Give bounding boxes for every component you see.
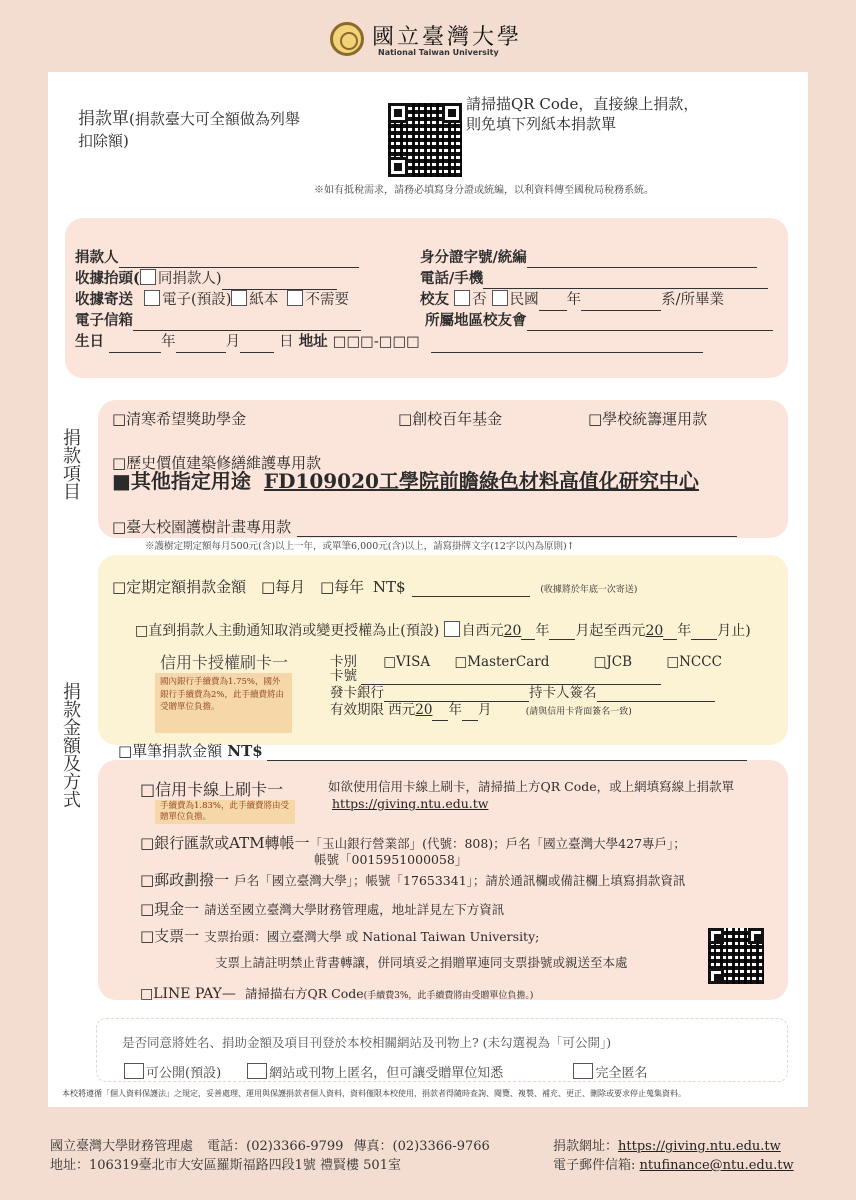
birth-day-label: 日 — [279, 334, 294, 350]
item-heritage[interactable]: □歷史價值建築修繕維護專用款 — [112, 454, 322, 472]
period-range-checkbox[interactable] — [444, 621, 460, 637]
tree-note: ※護樹定期定額每月500元(含)以上一年，或單筆6,000元(含)以上，請寫掛牌文字(12字以內為原則)↑ — [145, 541, 575, 552]
send-none-checkbox[interactable] — [287, 290, 303, 306]
send-electronic-label: 電子(預設) — [162, 292, 232, 308]
footer-email-link[interactable]: ntufinance@ntu.edu.tw — [639, 1158, 794, 1173]
recurring-ntd-label: NT$ — [372, 578, 406, 596]
expiry-year-field[interactable] — [432, 720, 448, 721]
receipt-title-label: 收據抬頭( — [75, 270, 140, 287]
send-electronic-checkbox[interactable] — [144, 290, 160, 306]
issuing-bank-label: 發卡銀行 — [330, 685, 384, 701]
footer-phone: 電話：(02)3366-9799 — [207, 1139, 344, 1154]
single-amount-field[interactable] — [267, 760, 747, 761]
linepay-fee: (手續費3%，此手續費將由受贈單位負擔。) — [363, 991, 534, 1001]
check-desc-2: 支票上請註明禁止背書轉讓，併同填妥之捐贈單連同支票掛號或親送至本處 — [215, 955, 628, 970]
tax-note: ※如有抵稅需求，請務必填寫身分證或統編，以利資料傳至國稅局稅務系統。 — [314, 185, 654, 196]
online-cc-desc-text: 如欲使用信用卡線上刷卡，請掃描上方QR Code，或上網填寫線上捐款單 — [328, 779, 735, 794]
receipt-same-label: 同捐款人) — [157, 271, 222, 287]
cardholder-sign-label: 持卡人簽名 — [529, 685, 597, 701]
consent-anon-web-checkbox[interactable] — [247, 1063, 267, 1079]
cash-desc: 請送至國立臺灣大學財務管理處，地址詳見左下方資訊 — [204, 902, 505, 917]
designated-checked-mark: ■ — [112, 469, 131, 493]
online-cc-fee: 手續費為1.83%，此手續費將由受贈單位負擔。 — [155, 800, 295, 824]
check-desc: 支票抬頭：國立臺灣大學 或 National Taiwan University; — [204, 929, 540, 944]
alumni-label: 校友 — [420, 291, 449, 308]
items-side-label: 捐款項目 — [60, 428, 81, 500]
to-month-field[interactable] — [691, 639, 717, 640]
amount-side-label: 捐款金額及方式 — [60, 682, 81, 808]
item-school-operations[interactable]: □學校統籌運用款 — [588, 410, 708, 428]
ntu-seal-icon — [330, 22, 364, 56]
linepay-row — [140, 983, 533, 1002]
from-year-prefix: 20 — [503, 623, 522, 639]
footer-web-label: 捐款網址： — [553, 1139, 619, 1154]
bank-option[interactable]: □銀行匯款或ATM轉帳一 — [140, 834, 310, 852]
single-amount-row — [118, 740, 747, 761]
alumni-year-label: 年 — [566, 292, 582, 308]
period-row — [135, 620, 751, 640]
address-label: 地址 — [298, 333, 328, 350]
postal-row — [140, 869, 685, 890]
item-tree-label: □臺大校園護樹計畫專用款 — [112, 518, 292, 536]
cash-row — [140, 898, 504, 919]
address-field[interactable] — [431, 352, 703, 353]
receipt-same-checkbox[interactable] — [140, 269, 156, 285]
birth-month-field[interactable] — [176, 352, 226, 353]
consent-public-checkbox[interactable] — [124, 1063, 144, 1079]
footer-web-link[interactable]: https://giving.ntu.edu.tw — [618, 1139, 781, 1154]
online-cc-option[interactable]: □信用卡線上刷卡一 — [140, 780, 284, 799]
address-zip-boxes[interactable]: □□□-□□□ — [332, 334, 420, 350]
consent-question: 是否同意將姓名、捐助金額及項目刊登於本校相關網站及刊物上? (未勾選視為「可公開」) — [122, 1035, 612, 1050]
footer-office: 國立臺灣大學財務管理處 — [50, 1139, 194, 1154]
expiry-month-field[interactable] — [462, 720, 478, 721]
footer-address: 地址：106319臺北市大安區羅斯福路四段1號 禮賢樓 501室 — [50, 1158, 401, 1173]
online-giving-link[interactable]: https://giving.ntu.edu.tw — [332, 796, 489, 811]
linepay-desc: 請掃描右方QR Code — [245, 986, 364, 1001]
giving-qr-code-icon[interactable] — [388, 103, 462, 177]
visa-option[interactable]: □VISA — [383, 654, 431, 670]
to-year-prefix: 20 — [645, 623, 664, 639]
recurring-option[interactable]: □定期定額捐款金額 — [112, 578, 247, 596]
receipt-send-label: 收據寄送 — [75, 291, 133, 308]
online-cc-desc — [328, 778, 770, 812]
id-number-label: 身分證字號/統編 — [420, 249, 527, 266]
jcb-option[interactable]: □JCB — [593, 654, 633, 670]
from-label: 自西元 — [461, 623, 504, 639]
expiry-year-label: 年 — [448, 702, 462, 718]
alumni-no-label: 否 — [472, 292, 487, 308]
form-title-note: (捐款臺大可全額做為列舉扣除額) — [78, 110, 300, 150]
donor-info-fields — [75, 247, 785, 352]
to-year-label: 年 — [677, 623, 692, 639]
recurring-amount-field[interactable] — [412, 596, 530, 597]
linepay-option[interactable]: □LINE PAY— — [140, 986, 236, 1002]
card-no-label: 卡號 — [330, 668, 357, 684]
tree-plaque-field[interactable] — [297, 536, 737, 537]
item-scholarship[interactable]: □清寒希望獎助學金 — [112, 410, 247, 428]
email-label: 電子信箱 — [75, 312, 133, 329]
send-paper-label: 紙本 — [249, 292, 279, 308]
designated-purpose: FD109020工學院前瞻綠色材料高值化研究中心 — [263, 469, 699, 493]
expiry-month-label: 月 — [477, 702, 492, 718]
card-type-row — [330, 650, 722, 670]
birth-month-label: 月 — [225, 334, 241, 350]
alumni-dept-label: 系/所畢業 — [661, 292, 725, 308]
footer-fax: 傳真：(02)3366-9766 — [353, 1139, 490, 1154]
birthday-label: 生日 — [75, 333, 104, 350]
alumni-roc-checkbox[interactable] — [492, 290, 508, 306]
qr-instruction-line1: 請掃描QR Code，直接線上捐款， — [466, 95, 699, 113]
expiry-note: (請與信用卡背面簽名一致) — [525, 707, 632, 717]
cc-auth-label[interactable]: 信用卡授權刷卡一 — [160, 653, 289, 672]
qr-instruction-line2: 則免填下列紙本捐款單 — [466, 115, 617, 133]
consent-options — [124, 1062, 647, 1081]
ntu-logo — [330, 20, 530, 62]
bank-account: 帳號「0015951000058」 — [314, 852, 468, 867]
consent-full-anon-checkbox[interactable] — [573, 1063, 593, 1079]
until-cancel-option[interactable]: □直到捐款人主動通知取消或變更授權為止(預設) — [135, 623, 440, 639]
item-tree[interactable] — [112, 516, 737, 537]
receipt-year-note: (收據將於年底一次寄送) — [540, 585, 638, 595]
cash-option[interactable]: □現金一 — [140, 900, 200, 918]
single-option[interactable]: □單筆捐款金額 — [118, 742, 223, 760]
to-end-label: 月止) — [717, 623, 751, 639]
postal-desc: 戶名「國立臺灣大學」；帳號「17653341」；請於通訊欄或備註欄上填寫捐款資訊 — [234, 873, 686, 888]
item-designated[interactable] — [112, 465, 699, 494]
expiry-label: 有效期限 西元 — [330, 702, 416, 718]
alumni-assoc-label: 所屬地區校友會 — [425, 312, 527, 329]
to-year-field[interactable] — [663, 639, 677, 640]
donor-name-label: 捐款人 — [75, 249, 119, 266]
cc-fee-note: 國內銀行手續費為1.75%，國外銀行手續費為2%，此手續費將由受贈單位負擔。 — [155, 673, 292, 733]
logo-english-name: National Taiwan University — [378, 48, 499, 57]
send-none-label: 不需要 — [305, 292, 349, 308]
from-year-field[interactable] — [521, 639, 535, 640]
check-row — [140, 925, 539, 946]
linepay-qr-code-icon[interactable] — [708, 928, 764, 984]
yearly-option[interactable]: □每年 — [319, 578, 365, 596]
phone-label: 電話/手機 — [420, 270, 484, 287]
consent-anon-web-label: 網站或刊物上匿名，但可讓受贈單位知悉 — [269, 1066, 504, 1081]
qr-instruction — [466, 94, 698, 134]
form-title — [78, 108, 308, 152]
mastercard-option[interactable]: □MasterCard — [454, 654, 550, 670]
single-ntd-label: NT$ — [227, 742, 263, 760]
alumni-roc-label: 民國 — [509, 292, 539, 308]
footer-email-label: 電子郵件信箱: — [553, 1158, 636, 1173]
bank-desc: 「玉山銀行營業部」(代號：808)；戶名「國立臺灣大學427專戶」； — [309, 836, 686, 851]
nccc-option[interactable]: □NCCC — [666, 654, 722, 670]
footer-contact — [50, 1137, 490, 1175]
from-year-label: 年 — [535, 623, 550, 639]
birth-year-field[interactable] — [109, 352, 161, 353]
card-type-label: 卡別 — [330, 654, 357, 670]
send-paper-checkbox[interactable] — [231, 290, 247, 306]
footer-online — [553, 1137, 794, 1175]
birth-day-field[interactable] — [240, 352, 274, 353]
item-centennial[interactable]: □創校百年基金 — [398, 410, 503, 428]
check-option[interactable]: □支票一 — [140, 927, 200, 945]
to-label: 月起至西元 — [575, 623, 646, 639]
form-title-text: 捐款單 — [78, 109, 129, 129]
consent-full-anon-label: 完全匿名 — [595, 1066, 648, 1081]
postal-option[interactable]: □郵政劃撥一 — [140, 871, 230, 889]
monthly-option[interactable]: □每月 — [260, 578, 306, 596]
card-detail-rows — [330, 668, 715, 721]
consent-public-label: 可公開(預設) — [146, 1066, 222, 1081]
birth-year-label: 年 — [161, 334, 176, 350]
alumni-no-checkbox[interactable] — [454, 290, 470, 306]
logo-chinese-name: 國立臺灣大學 — [372, 25, 523, 50]
privacy-statement: 本校將遵循「個人資料保護法」之規定，妥善處理、運用與保護捐款者個人資料，資料僅限本校使用，捐款者得隨時查詢、閱覽、複製、補充、更正、刪除或要求停止蒐集資料。 — [62, 1089, 686, 1098]
expiry-year-prefix: 20 — [415, 702, 433, 718]
from-month-field[interactable] — [549, 639, 575, 640]
recurring-row — [112, 576, 637, 597]
designated-label: 其他指定用途 — [130, 469, 251, 493]
